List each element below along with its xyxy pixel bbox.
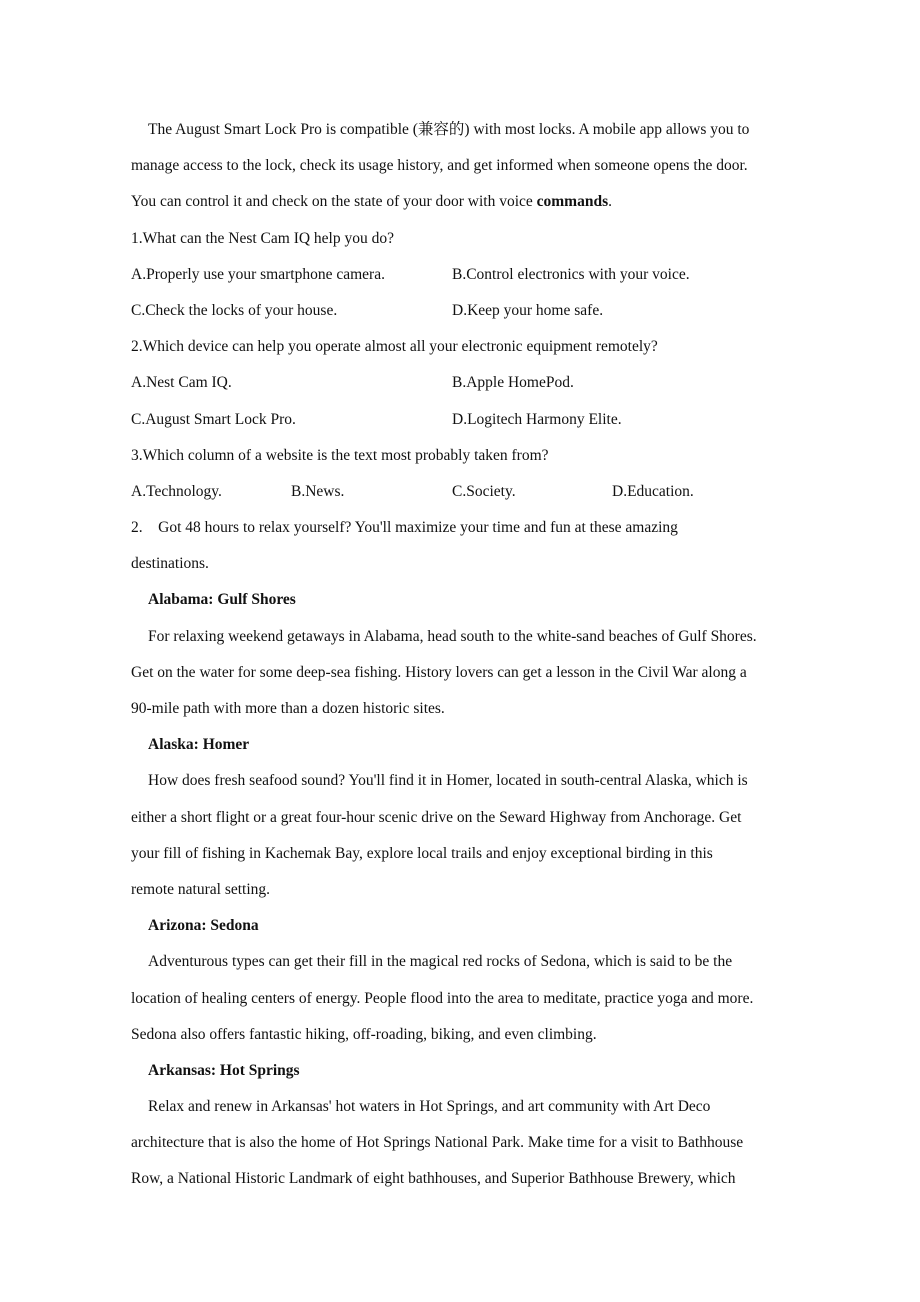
question-2-option-c: C.August Smart Lock Pro.: [131, 410, 296, 428]
section-alaska-line-4: remote natural setting.: [131, 880, 271, 898]
section-heading-alaska: Alaska: Homer: [148, 736, 250, 754]
section-alaska-line-2: either a short flight or a great four-hour scenic drive on the Seward Highway from Anchorage. Get: [131, 808, 742, 826]
question-1-options-row-2: [131, 293, 791, 329]
section-arkansas-line-3: Row, a National Historic Landmark of eight bathhouses, and Superior Bathhouse Brewery, which: [131, 1170, 736, 1188]
keyword-commands: commands: [536, 193, 609, 211]
section-alabama-line-3: 90-mile path with more than a dozen historic sites.: [131, 700, 445, 717]
intro-line-1: The August Smart Lock Pro is compatible (兼容的) with most locks. A mobile app allows you to: [148, 121, 750, 138]
section-arizona-line-1: Adventurous types can get their fill in the magical red rocks of Sedona, which is said to be the: [148, 953, 733, 971]
question-3-option-a: A.Technology.: [131, 482, 222, 500]
question-2-options-row-2: [131, 402, 791, 438]
question-1-option-d: D.Keep your home safe.: [452, 301, 604, 319]
section-alabama-line-2: Get on the water for some deep-sea fishing. History lovers can get a lesson in the Civil War along a: [131, 663, 747, 681]
question-1-option-b: B.Control electronics with your voice.: [452, 265, 690, 283]
question-3: 3.Which column of a website is the text most probably taken from?: [131, 446, 549, 464]
question-1: 1.What can the Nest Cam IQ help you do?: [131, 229, 394, 247]
section-arizona-line-2: location of healing centers of energy. People flood into the area to meditate, practice yoga and more.: [131, 989, 754, 1007]
intro-line-3-text: You can control it and check on the state of your door with voice: [131, 193, 537, 211]
question-2-option-d: D.Logitech Harmony Elite.: [452, 410, 622, 428]
question-2: 2.Which device can help you operate almost all your electronic equipment remotely?: [131, 338, 658, 356]
passage-2-intro-line-2: destinations.: [131, 555, 209, 573]
question-1-option-a: A.Properly use your smartphone camera.: [131, 265, 385, 283]
question-2-options-row-1: [131, 365, 791, 401]
passage-2-intro-line-1: 2. Got 48 hours to relax yourself? You'll maximize your time and fun at these amazing: [131, 519, 678, 537]
question-1-option-c: C.Check the locks of your house.: [131, 301, 338, 319]
document-page: [131, 112, 791, 1198]
question-2-option-a: A.Nest Cam IQ.: [131, 374, 232, 392]
question-2-option-b: B.Apple HomePod.: [452, 374, 574, 392]
section-arkansas-line-2: architecture that is also the home of Hot Springs National Park. Make time for a visit to Bathhouse: [131, 1134, 744, 1152]
intro-line-2: manage access to the lock, check its usage history, and get informed when someone opens the door.: [131, 157, 748, 175]
section-arizona-line-3: Sedona also offers fantastic hiking, off-roading, biking, and even climbing.: [131, 1025, 597, 1043]
question-3-option-c: C.Society.: [452, 482, 516, 500]
question-3-option-b: B.News.: [291, 482, 345, 500]
intro-line-3: [131, 184, 791, 220]
section-arkansas-line-1: Relax and renew in Arkansas' hot waters in Hot Springs, and art community with Art Deco: [148, 1098, 711, 1116]
question-1-options-row-1: [131, 257, 791, 293]
section-alaska-line-3: your fill of fishing in Kachemak Bay, explore local trails and enjoy exceptional birding in this: [131, 844, 713, 862]
section-alabama-line-1: For relaxing weekend getaways in Alabama, head south to the white-sand beaches of Gulf Shores.: [148, 627, 757, 645]
section-heading-arizona: Arizona: Sedona: [148, 917, 259, 935]
intro-line-3-end: .: [608, 193, 612, 211]
question-3-option-d: D.Education.: [612, 482, 694, 500]
section-alaska-line-1: How does fresh seafood sound? You'll find it in Homer, located in south-central Alaska, which is: [148, 772, 748, 790]
question-3-options-row: [131, 474, 791, 510]
section-heading-alabama: Alabama: Gulf Shores: [148, 591, 296, 609]
section-heading-arkansas: Arkansas: Hot Springs: [148, 1061, 300, 1079]
